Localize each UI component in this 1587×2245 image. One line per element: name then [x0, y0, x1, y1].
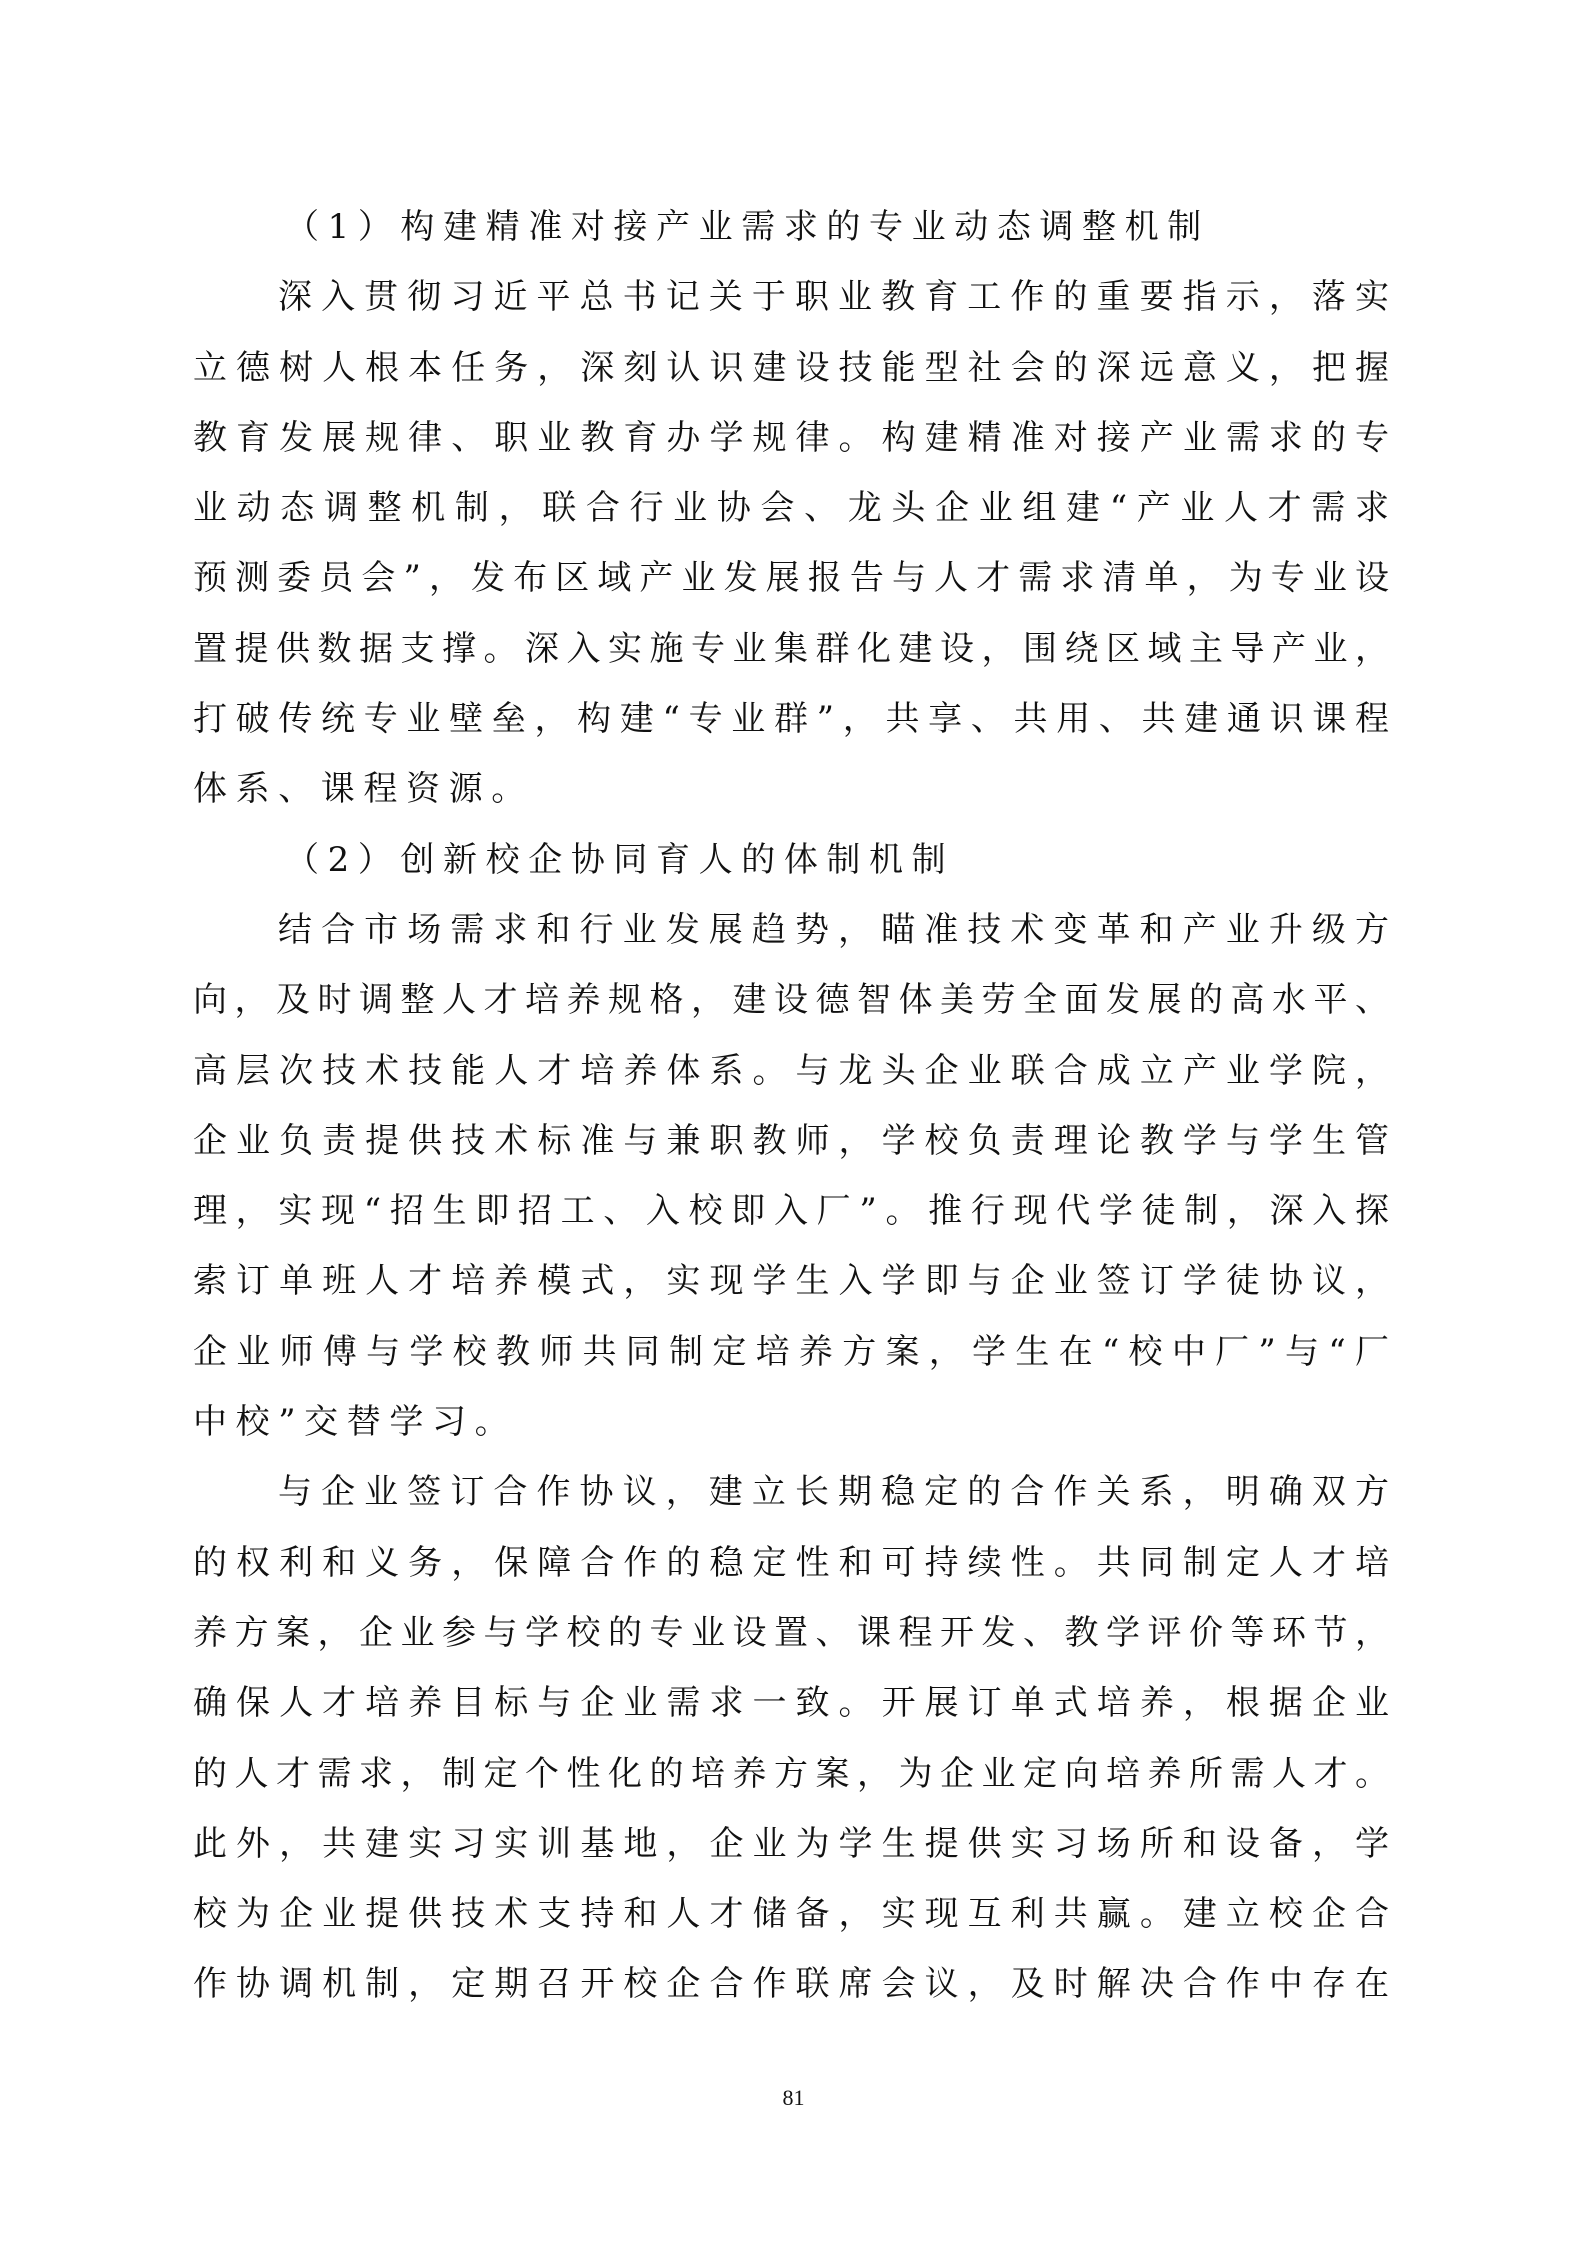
text-line: 打破传统专业壁垒，构建“专业群”，共享、共用、共建通识课程	[193, 699, 1389, 740]
section-2-paragraph-2	[193, 1457, 1389, 2019]
text-line: 养方案，企业参与学校的专业设置、课程开发、教学评价等环节，	[193, 1612, 1389, 1653]
text-line: 高层次技术技能人才培养体系。与龙头企业联合成立产业学院，	[193, 1050, 1389, 1091]
text-line: 向，及时调整人才培养规格，建设德智体美劳全面发展的高水平、	[193, 980, 1389, 1021]
text-line: 立德树人根本任务，深刻认识建设技能型社会的深远意义，把握	[193, 347, 1389, 388]
text-line: 的人才需求，制定个性化的培养方案，为企业定向培养所需人才。	[193, 1753, 1389, 1794]
text-line: 作协调机制，定期召开校企合作联席会议，及时解决合作中存在	[193, 1964, 1389, 2005]
page-number: 81	[782, 2085, 805, 2110]
body-text	[193, 192, 1389, 2020]
text-line: 结合市场需求和行业发展趋势，瞄准技术变革和产业升级方	[278, 909, 1389, 950]
text-line: 索订单班人才培养模式，实现学生入学即与企业签订学徒协议，	[193, 1261, 1389, 1302]
section-2-paragraph-1	[193, 895, 1389, 1457]
text-line: 业动态调整机制，联合行业协会、龙头企业组建“产业人才需求	[193, 488, 1389, 529]
section-1-paragraph-1	[193, 262, 1389, 824]
text-line: 中校”交替学习。	[193, 1402, 518, 1443]
text-line: 体系、课程资源。	[193, 769, 534, 810]
text-line: 此外，共建实习实训基地，企业为学生提供实习场所和设备，学	[193, 1823, 1389, 1864]
section-heading-2: （2）创新校企协同育人的体制机制	[285, 839, 955, 880]
text-line: 的权利和义务，保障合作的稳定性和可持续性。共同制定人才培	[193, 1542, 1389, 1583]
text-line: 理，实现“招生即招工、入校即入厂”。推行现代学徒制，深入探	[193, 1191, 1389, 1232]
text-line: 预测委员会”，发布区域产业发展报告与人才需求清单，为专业设	[193, 558, 1389, 599]
text-line: 企业负责提供技术标准与兼职教师，学校负责理论教学与学生管	[193, 1120, 1389, 1161]
text-line: 确保人才培养目标与企业需求一致。开展订单式培养，根据企业	[193, 1683, 1389, 1724]
text-line: 教育发展规律、职业教育办学规律。构建精准对接产业需求的专	[193, 417, 1389, 458]
text-line: 企业师傅与学校教师共同制定培养方案，学生在“校中厂”与“厂	[193, 1331, 1389, 1372]
text-line: 深入贯彻习近平总书记关于职业教育工作的重要指示，落实	[278, 277, 1389, 318]
text-line: 校为企业提供技术支持和人才储备，实现互利共赢。建立校企合	[193, 1894, 1389, 1935]
section-heading-1: （1）构建精准对接产业需求的专业动态调整机制	[285, 207, 1210, 247]
text-line: 与企业签订合作协议，建立长期稳定的合作关系，明确双方	[278, 1472, 1389, 1513]
text-line: 置提供数据支撑。深入实施专业集群化建设，围绕区域主导产业，	[193, 628, 1389, 669]
